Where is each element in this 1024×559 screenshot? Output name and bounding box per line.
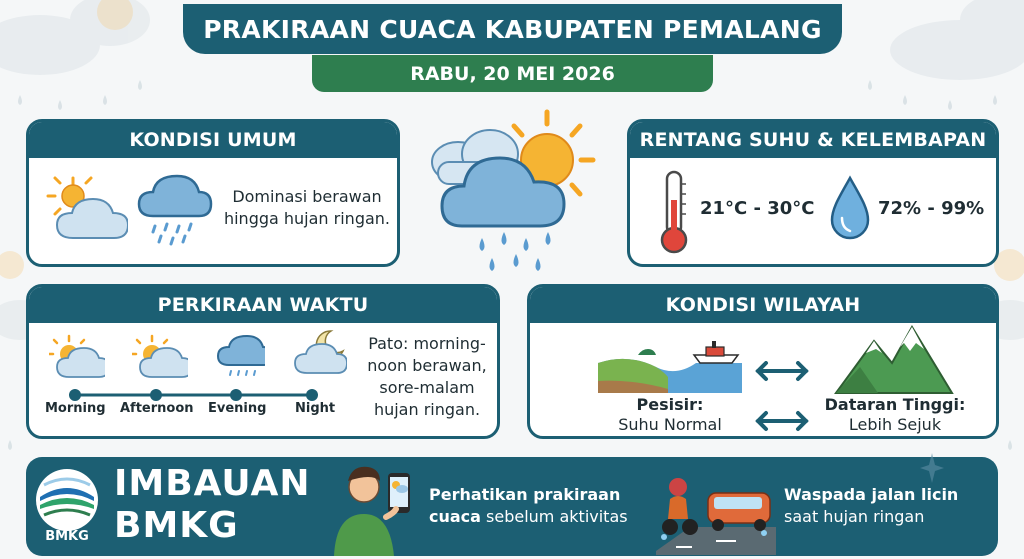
highland-info <box>820 395 970 436</box>
morning-weather-icon <box>49 333 105 379</box>
coast-title: Pesisir: <box>636 395 704 414</box>
thermometer-icon <box>658 170 690 256</box>
note-line1: Pato: morning- <box>368 334 486 353</box>
card-rentang-suhu <box>627 119 999 267</box>
page-title: PRAKIRAAN CUACA KABUPATEN PEMALANG <box>183 4 842 54</box>
water-drop-icon <box>830 174 870 242</box>
card-heading: PERKIRAAN WAKTU <box>29 287 497 323</box>
footer-title <box>114 463 311 547</box>
card-heading: KONDISI UMUM <box>29 122 397 158</box>
footer-title-line1: IMBAUAN <box>114 463 311 504</box>
wet-road-vehicles-icon <box>656 471 776 555</box>
footer-title-line2: BMKG <box>114 505 239 546</box>
timeline-label-afternoon: Afternoon <box>120 401 194 416</box>
kondisi-umum-line1: Dominasi berawan <box>232 187 382 206</box>
coast-desc: Suhu Normal <box>618 415 722 434</box>
timeline-label-morning: Morning <box>45 401 106 416</box>
rain-cloud-icon <box>133 174 213 250</box>
advice-1-rest: sebelum aktivitas <box>480 507 628 526</box>
night-weather-icon <box>291 329 347 377</box>
double-arrow-icon <box>750 361 814 439</box>
evening-rain-icon <box>215 335 265 381</box>
highland-title: Dataran Tinggi: <box>824 395 966 414</box>
card-kondisi-wilayah <box>527 284 999 439</box>
coast-info <box>590 395 750 436</box>
footer-imbauan <box>26 457 998 556</box>
perkiraan-note <box>363 333 491 421</box>
advice-1-bold: Perhatikan prakiraan <box>429 485 621 504</box>
sparkle-icon <box>918 451 946 485</box>
advice-2-rest: saat hujan ringan <box>784 507 925 526</box>
humidity-range: 72% - 99% <box>878 198 985 219</box>
afternoon-weather-icon <box>132 333 188 379</box>
card-perkiraan-waktu <box>26 284 500 439</box>
mountain-icon <box>830 323 958 397</box>
timeline-label-night: Night <box>295 401 336 416</box>
coastal-scene-icon <box>598 341 742 393</box>
kondisi-umum-line2: hingga hujan ringan. <box>223 209 391 228</box>
person-phone-icon <box>328 461 420 556</box>
card-kondisi-umum <box>26 119 400 267</box>
advice-1-bold2: cuaca <box>429 507 481 526</box>
advice-2 <box>784 484 958 528</box>
note-line4: hujan ringan. <box>373 400 481 419</box>
advice-2-bold: Waspada jalan licin <box>784 485 959 504</box>
note-line3: sore-malam <box>379 378 475 397</box>
partly-cloudy-icon <box>43 172 128 242</box>
temperature-range: 21°C - 30°C <box>700 198 815 219</box>
card-heading: RENTANG SUHU & KELEMBAPAN <box>630 122 996 158</box>
kondisi-umum-text <box>222 186 392 230</box>
date-banner: RABU, 20 MEI 2026 <box>312 55 713 92</box>
bmkg-logo-text: BMKG <box>45 529 89 544</box>
advice-1 <box>429 484 628 528</box>
highland-desc: Lebih Sejuk <box>848 415 942 434</box>
note-line2: noon berawan, <box>367 356 487 375</box>
main-weather-icon <box>420 104 605 284</box>
card-heading: KONDISI WILAYAH <box>530 287 996 323</box>
timeline-label-evening: Evening <box>208 401 267 416</box>
